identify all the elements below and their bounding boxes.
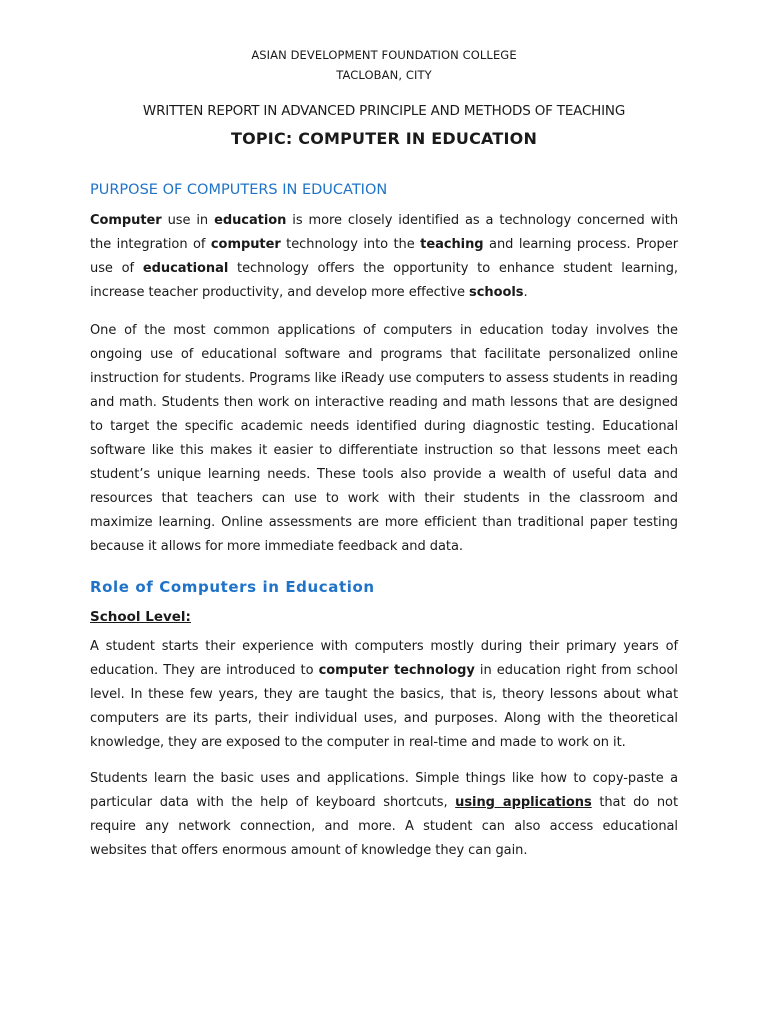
term-educational: educational <box>142 261 229 276</box>
institution-name: ASIAN DEVELOPMENT FOUNDATION COLLEGE <box>251 48 517 62</box>
term-computer-technology: computer technology <box>318 663 475 678</box>
school-paragraph-2: Students learn the basic uses and applications. Simple things like how to copy-paste a particular data with the help of keyboard shortcuts, using applications that do not require any network connection, and more. A student can also access educational websites that offers enormous amount of knowledge they can gain. <box>90 771 678 858</box>
report-title: WRITTEN REPORT IN ADVANCED PRINCIPLE AND METHODS OF TEACHING <box>142 103 626 119</box>
using-applications-link[interactable]: using applications <box>455 795 592 810</box>
term-computer: Computer <box>90 213 162 228</box>
school-level-heading: School Level: <box>90 609 191 625</box>
term-teaching: teaching <box>420 237 484 252</box>
term-schools: schools <box>469 285 524 300</box>
purpose-heading: PURPOSE OF COMPUTERS IN EDUCATION <box>90 182 388 198</box>
purpose-paragraph-2: One of the most common applications of computers in education today involves the ongoing use of educational software and programs that facilitate personalized online instruction for students. Programs like iReady use computers to assess students in reading and math. Students then work on interactive reading and math lessons that are designed to target the specific academic needs identified during diagnostic testing. Educational software like this makes it easier to differentiate instruction so that lessons meet each student’s unique learning needs. These tools also provide a wealth of useful data and resources that teachers can use to work with their students in the classroom and maximize learning. Online assessments are more efficient than traditional paper testing because it allows for more immediate feedback and data. <box>90 323 678 554</box>
school-paragraph-1: A student starts their experience with computers mostly during their primary years of education. They are introduced to computer technology in education right from school level. In these few years, they are taught the basics, that is, theory lessons about what computers are its parts, their individual uses, and purposes. Along with the theoretical knowledge, they are exposed to the computer in real-time and made to work on it. <box>90 639 678 750</box>
term-computer-2: computer <box>210 237 281 252</box>
role-heading: Role of Computers in Education <box>90 578 375 596</box>
term-education: education <box>214 213 287 228</box>
purpose-paragraph-1: Computer use in education is more closely identified as a technology concerned with the integration of computer technology into the teaching and learning process. Proper use of educational technology offers the opportunity to enhance student learning, increase teacher productivity, and develop more effective schools. <box>90 213 679 300</box>
institution-location: TACLOBAN, CITY <box>336 68 432 82</box>
topic-title: TOPIC: COMPUTER IN EDUCATION <box>230 129 538 148</box>
